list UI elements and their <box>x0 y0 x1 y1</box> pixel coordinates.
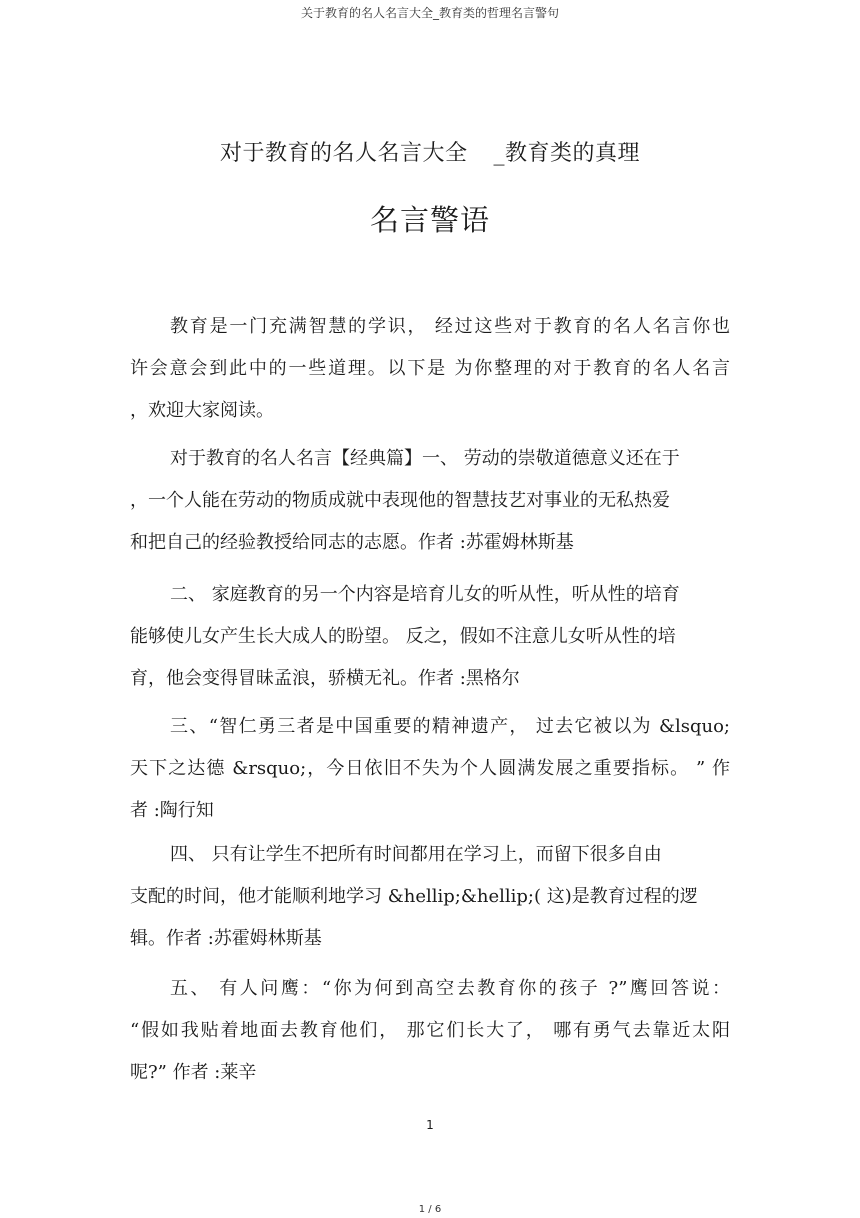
running-header: 关于教育的名人名言大全_教育类的哲理名言警句 <box>300 6 559 20</box>
paragraph-line: ，欢迎大家阅读。 <box>130 400 274 421</box>
paragraph-line: 教育是一门充满智慧的学识， 经过这些对于教育的名人名言你也 <box>170 316 730 337</box>
title-main: 对于教育的名人名言大全 <box>219 141 468 166</box>
paragraph-line: 天下之达德 &rsquo;，今日依旧不失为个人圆满发展之重要指标。 ” 作 <box>130 758 730 779</box>
paragraph-line: 许会意会到此中的一些道理。以下是 为你整理的对于教育的名人名言 <box>130 358 730 379</box>
paragraph-line: 育，他会变得冒昧孟浪，骄横无礼。作者 :黑格尔 <box>130 668 520 689</box>
paragraph-line: 五、 有人问鹰：“你为何到高空去教育你的孩子 ?”鹰回答说： <box>170 978 730 999</box>
paragraph-line: 呢?” 作者 :莱辛 <box>130 1062 257 1083</box>
paragraph-line: 二、 家庭教育的另一个内容是培育儿女的听从性，听从性的培育 <box>170 584 680 605</box>
paragraph-line: 和把自己的经验教授给同志的志愿。作者 :苏霍姆林斯基 <box>130 532 574 553</box>
page-counter: 1 / 6 <box>418 1204 442 1215</box>
intro-paragraph <box>130 306 730 432</box>
paragraph-line: 辑。作者 :苏霍姆林斯基 <box>130 928 322 949</box>
document-title-line1 <box>0 136 860 167</box>
document-title-line2: 名言警语 <box>369 203 490 237</box>
paragraph-line: 三、“智仁勇三者是中国重要的精神遗产， 过去它被以为 &lsquo; <box>170 716 730 737</box>
title-sub: _教育类的真理 <box>493 141 641 166</box>
paragraph-line: 支配的时间，他才能顺利地学习 &hellip;&hellip;( 这)是教育过程的逻 <box>130 886 698 907</box>
paragraph-line: 能够使儿女产生长大成人的盼望。 反之，假如不注意儿女听从性的培 <box>130 626 676 647</box>
quote-paragraph-2 <box>130 574 730 700</box>
paragraph-line: ，一个人能在劳动的物质成就中表现他的智慧技艺对事业的无私热爱 <box>130 490 670 511</box>
quote-paragraph-1 <box>130 438 730 564</box>
paragraph-line: 者 :陶行知 <box>130 800 214 821</box>
quote-paragraph-4 <box>130 834 730 960</box>
quote-paragraph-5 <box>130 968 730 1094</box>
page-number: 1 <box>426 1118 434 1132</box>
paragraph-line: “假如我贴着地面去教育他们， 那它们长大了， 哪有勇气去靠近太阳 <box>130 1020 730 1041</box>
quote-paragraph-3 <box>130 706 730 832</box>
paragraph-line: 对于教育的名人名言【经典篇】一、 劳动的崇敬道德意义还在于 <box>170 448 680 469</box>
paragraph-line: 四、 只有让学生不把所有时间都用在学习上，而留下很多自由 <box>170 844 662 865</box>
